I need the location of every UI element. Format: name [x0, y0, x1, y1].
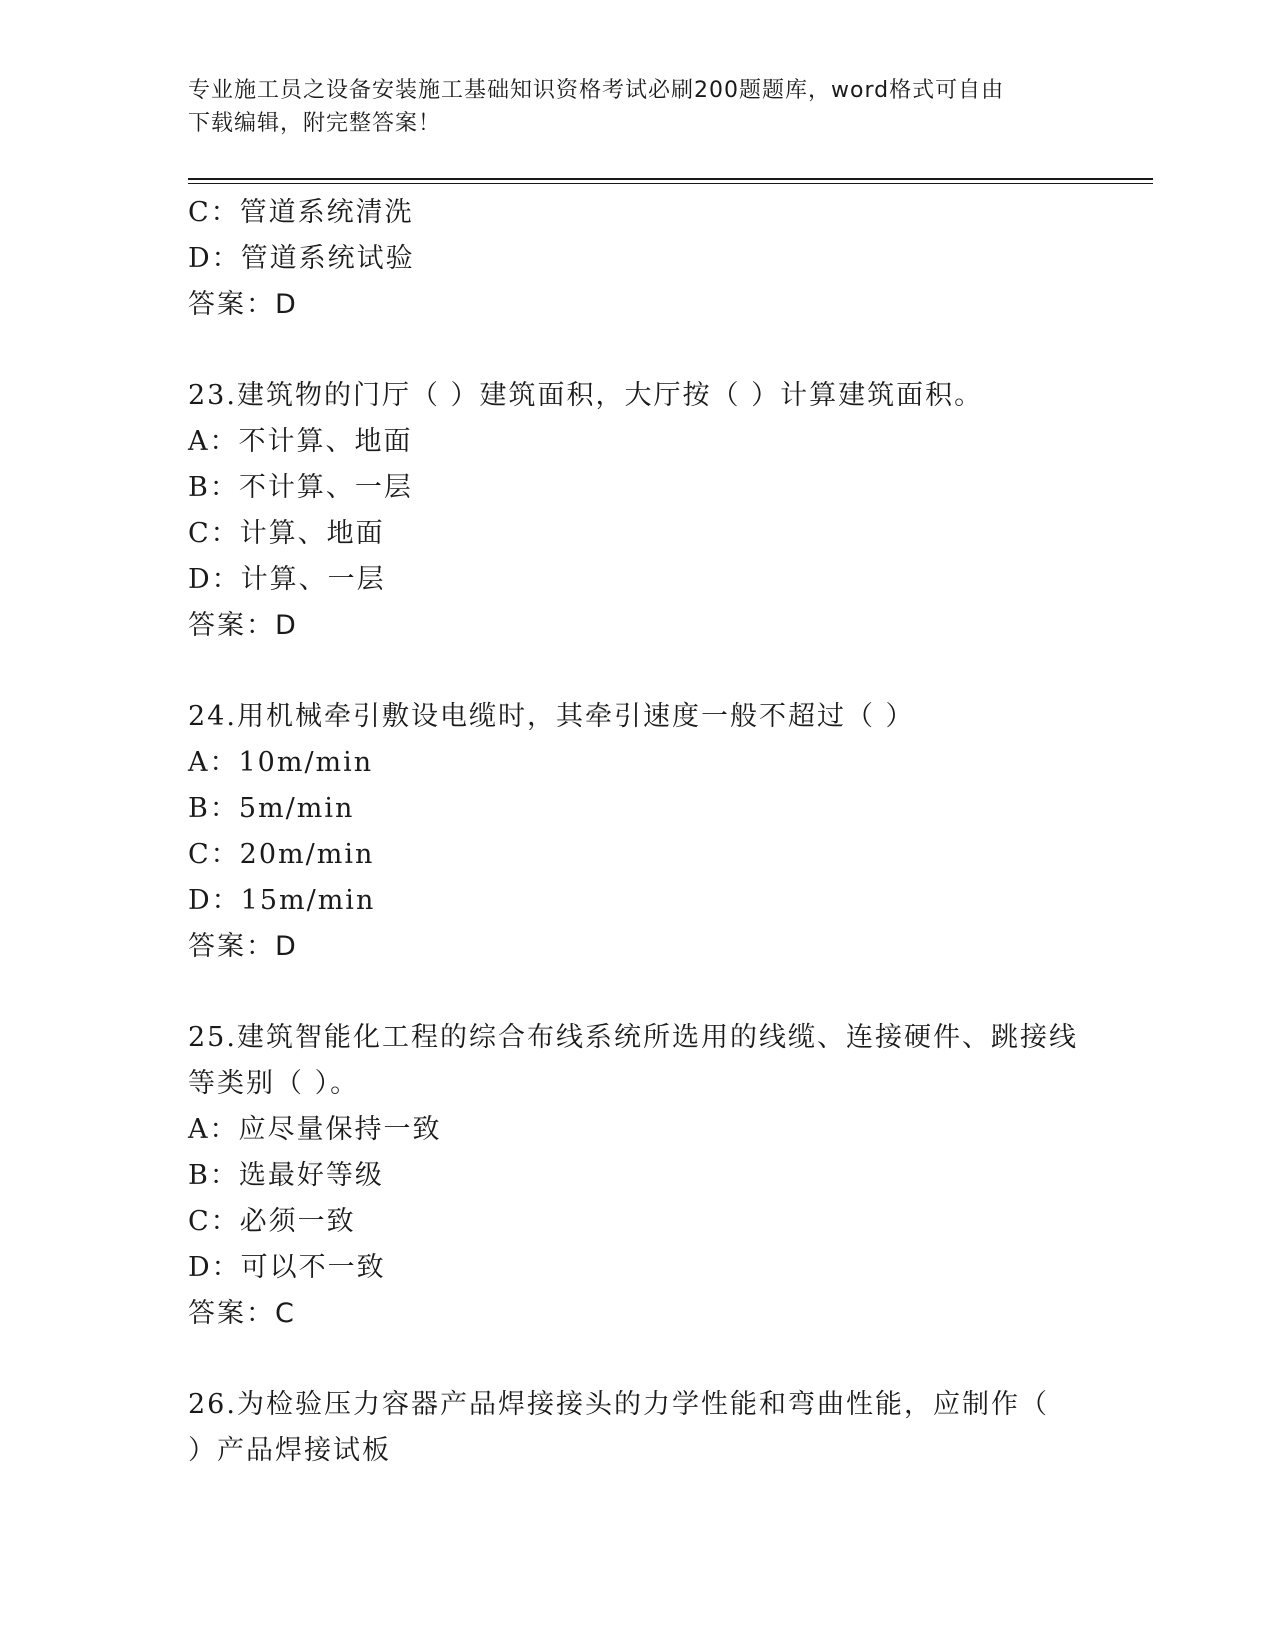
answer: 答案：D	[188, 289, 298, 320]
spacer	[188, 1337, 1088, 1382]
option-d: D：计算、一层	[188, 564, 386, 595]
header-divider-thin	[188, 183, 1153, 184]
option-a: A：应尽量保持一致	[188, 1114, 442, 1145]
option-c: C：20m/min	[188, 839, 375, 870]
answer: 答案：C	[188, 1298, 296, 1329]
question-text-line-1: 25.建筑智能化工程的综合布线系统所选用的线缆、连接硬件、跳接线	[188, 1022, 1078, 1053]
option-b: B：选最好等级	[188, 1160, 384, 1191]
option-b: B：不计算、一层	[188, 472, 413, 503]
question-text-line-2: ）产品焊接试板	[188, 1435, 391, 1466]
option-a: A：不计算、地面	[188, 426, 413, 457]
question-23	[188, 373, 1088, 649]
spacer	[188, 328, 1088, 373]
option-c: C：管道系统清洗	[188, 197, 414, 228]
question-26	[188, 1382, 1088, 1474]
option-d: D：可以不一致	[188, 1252, 386, 1283]
question-text-line-2: 等类别（ ）。	[188, 1068, 360, 1099]
option-c: C：计算、地面	[188, 518, 385, 549]
header-divider-thick	[188, 178, 1153, 180]
option-c: C：必须一致	[188, 1206, 356, 1237]
question-22-tail	[188, 190, 1088, 328]
question-text: 24.用机械牵引敷设电缆时，其牵引速度一般不超过（ ）	[188, 701, 915, 732]
option-d: D：管道系统试验	[188, 243, 415, 274]
question-list	[188, 190, 1088, 1474]
spacer	[188, 970, 1088, 1015]
header-line-1: 专业施工员之设备安装施工基础知识资格考试必刷200题题库，word格式可自由	[188, 78, 1005, 103]
question-24	[188, 694, 1088, 970]
answer: 答案：D	[188, 610, 298, 641]
question-text: 23.建筑物的门厅（ ）建筑面积，大厅按（ ）计算建筑面积。	[188, 380, 984, 411]
spacer	[188, 649, 1088, 694]
question-25	[188, 1015, 1088, 1337]
document-header	[188, 74, 1088, 140]
header-line-2: 下载编辑，附完整答案！	[188, 111, 442, 136]
option-a: A：10m/min	[188, 747, 374, 778]
question-text-line-1: 26.为检验压力容器产品焊接接头的力学性能和弯曲性能，应制作（	[188, 1389, 1049, 1420]
option-b: B：5m/min	[188, 793, 355, 824]
answer: 答案：D	[188, 931, 298, 962]
option-d: D：15m/min	[188, 885, 376, 916]
